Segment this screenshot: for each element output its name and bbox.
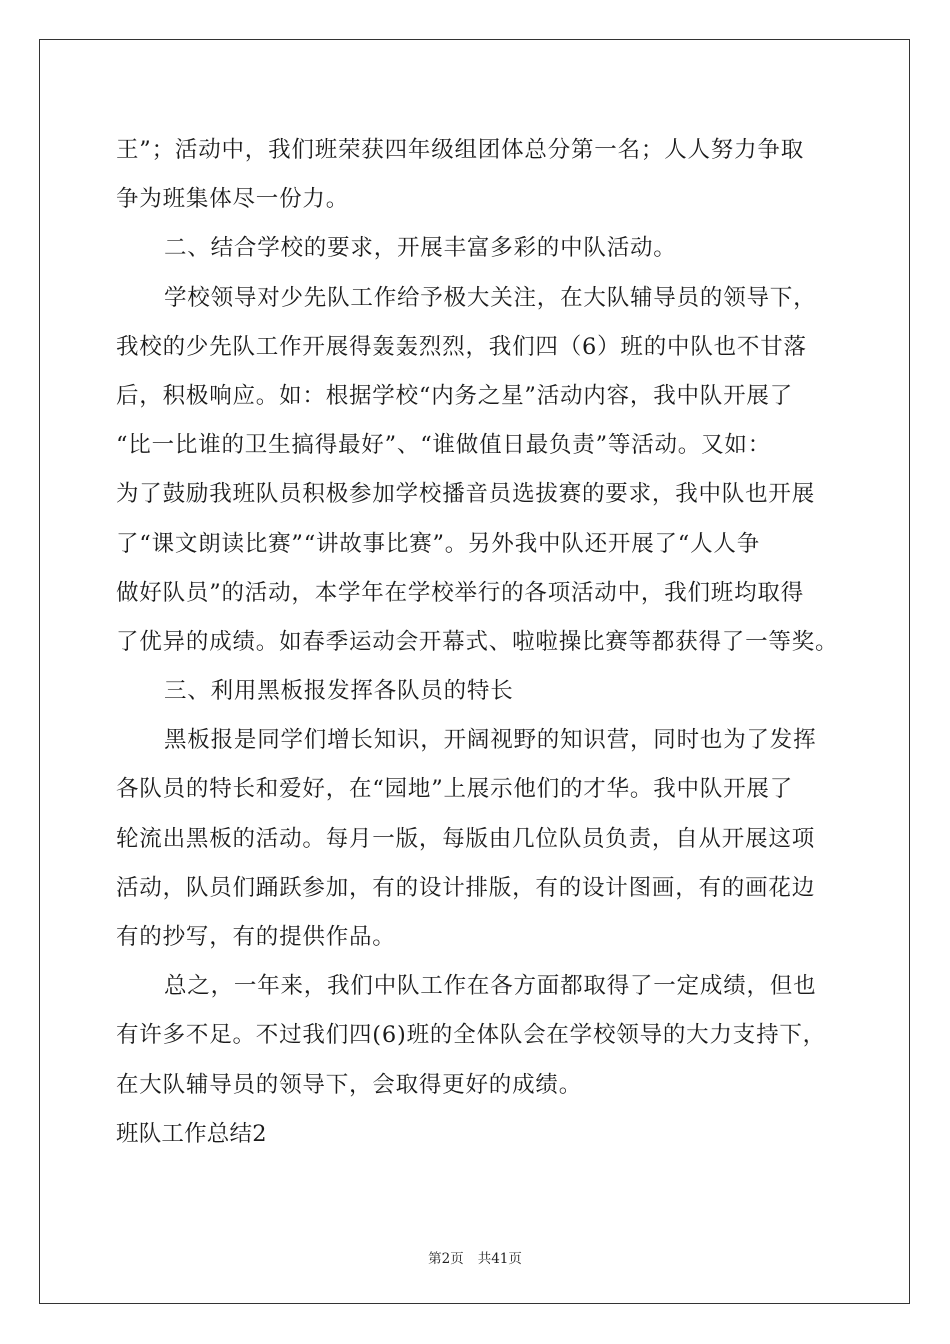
text-line: 轮流出黑板的活动。每月一版，每版由几位队员负责，自从开展这项 xyxy=(116,825,816,852)
text-line: 王”；活动中，我们班荣获四年级组团体总分第一名；人人努力争取 xyxy=(116,137,805,163)
text-line: 后，积极响应。如：根据学校“内务之星”活动内容，我中队开展了 xyxy=(116,382,794,409)
paragraph-start: 总之，一年来，我们中队工作在各方面都取得了一定成绩，但也 xyxy=(164,973,817,1000)
text-line: “比一比谁的卫生搞得最好”、“谁做值日最负责”等活动。又如： xyxy=(116,432,772,459)
text-line: 争为班集体尽一份力。 xyxy=(116,186,350,213)
text-line: 有许多不足。不过我们四(6)班的全体队会在学校领导的大力支持下， xyxy=(116,1022,826,1049)
page-number: 第2页 xyxy=(428,1251,464,1267)
text-line: 了“课文朗读比赛”“讲故事比赛”。另外我中队还开展了“人人争 xyxy=(116,530,761,557)
text-line: 了优异的成绩。如春季运动会开幕式、啦啦操比赛等都获得了一等奖。 xyxy=(116,628,839,655)
text-line: 活动，队员们踊跃参加，有的设计排版，有的设计图画，有的画花边 xyxy=(116,874,816,901)
section-heading: 三、利用黑板报发挥各队员的特长 xyxy=(164,678,514,705)
text-line: 为了鼓励我班队员积极参加学校播音员选拔赛的要求，我中队也开展 xyxy=(116,481,816,508)
paragraph-start: 学校领导对少先队工作给予极大关注，在大队辅导员的领导下， xyxy=(164,284,817,311)
document-body xyxy=(116,126,856,1159)
page-total: 共41页 xyxy=(477,1251,522,1267)
text-line: 在大队辅导员的领导下，会取得更好的成绩。 xyxy=(116,1071,583,1098)
text-line: 各队员的特长和爱好，在“园地”上展示他们的才华。我中队开展了 xyxy=(116,776,794,803)
page-footer xyxy=(0,1247,950,1267)
text-line: 做好队员”的活动，本学年在学校举行的各项活动中，我们班均取得 xyxy=(116,579,805,606)
document-title: 班队工作总结2 xyxy=(116,1120,267,1147)
text-line: 我校的少先队工作开展得轰轰烈烈，我们四（6）班的中队也不甘落 xyxy=(116,333,807,360)
paragraph-start: 黑板报是同学们增长知识，开阔视野的知识营，同时也为了发挥 xyxy=(164,727,817,754)
section-heading: 二、结合学校的要求，开展丰富多彩的中队活动。 xyxy=(164,235,677,262)
text-line: 有的抄写，有的提供作品。 xyxy=(116,924,396,950)
